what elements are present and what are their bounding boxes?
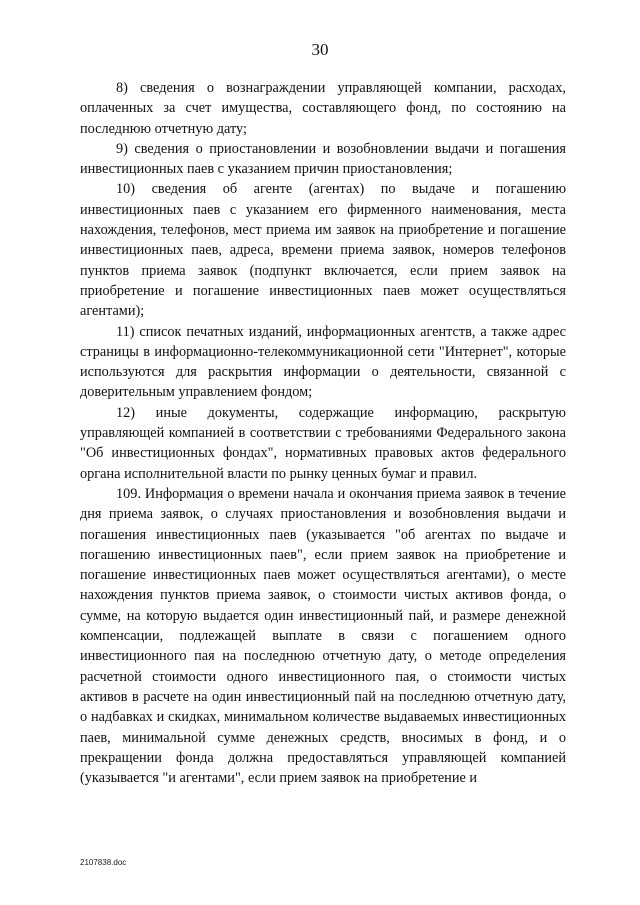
section-109: 109. Информация о времени начала и окончания приема заявок в течение дня приема заявок, о случаях приостановления и возобновления выдачи и погашения инвестиционных паев (указывается "об агентах по выдаче и погашению инвестиционных паев", если прием заявок на приобретение и погашение инвестиционных паев может осуществляться агентами), о месте нахождения пунктов приема заявок, о стоимости чистых активов фонда, о сумме, на которую выдается один инвестиционный пай, и размере денежной компенсации, подлежащей выплате в связи с погашением одного инвестиционного пая на последнюю отчетную дату, о методе определения расчетной стоимости одного инвестиционного пая, о стоимости чистых активов в расчете на один инвестиционный пай на последнюю отчетную дату, о надбавках и скидках, минимальном количестве выдаваемых инвестиционных паев, минимальной сумме денежных средств, вносимых в фонд, и о прекращении фонда должна предоставляться управляющей компанией (указывается "и агентами", если прием заявок на приобретение и [80,485,566,787]
list-item-11: 11) список печатных изданий, информационных агентств, а также адрес страницы в информационно-телекоммуникационной сети "Интернет", которые используются для раскрытия информации о деятельности, связанной с доверительным управлением фондом; [80,323,566,401]
list-item-12: 12) иные документы, содержащие информацию, раскрытую управляющей компанией в соответствии с требованиями Федерального закона "Об инвестиционных фондах", нормативных правовых актов федерального органа исполнительной власти по рынку ценных бумаг и правил. [80,404,566,482]
list-item-8: 8) сведения о вознаграждении управляющей компании, расходах, оплаченных за счет имущества, составляющего фонд, по состоянию на последнюю отчетную дату; [80,80,566,137]
list-item-9: 9) сведения о приостановлении и возобновлении выдачи и погашения инвестиционных паев с указанием причин приостановления; [80,140,566,178]
document-body [80,78,566,788]
file-name-footer: 2107838.doc [80,858,127,867]
page-number: 30 [311,40,329,59]
list-item-10: 10) сведения об агенте (агентах) по выдаче и погашению инвестиционных паев с указанием его фирменного наименования, места нахождения, телефонов, мест приема им заявок на приобретение и погашение инвестиционных паев, адреса, времени приема заявок, номеров телефонов пунктов приема заявок (подпункт включается, если прием заявок на приобретение и погашение инвестиционных паев может осуществляться агентами); [80,181,566,320]
